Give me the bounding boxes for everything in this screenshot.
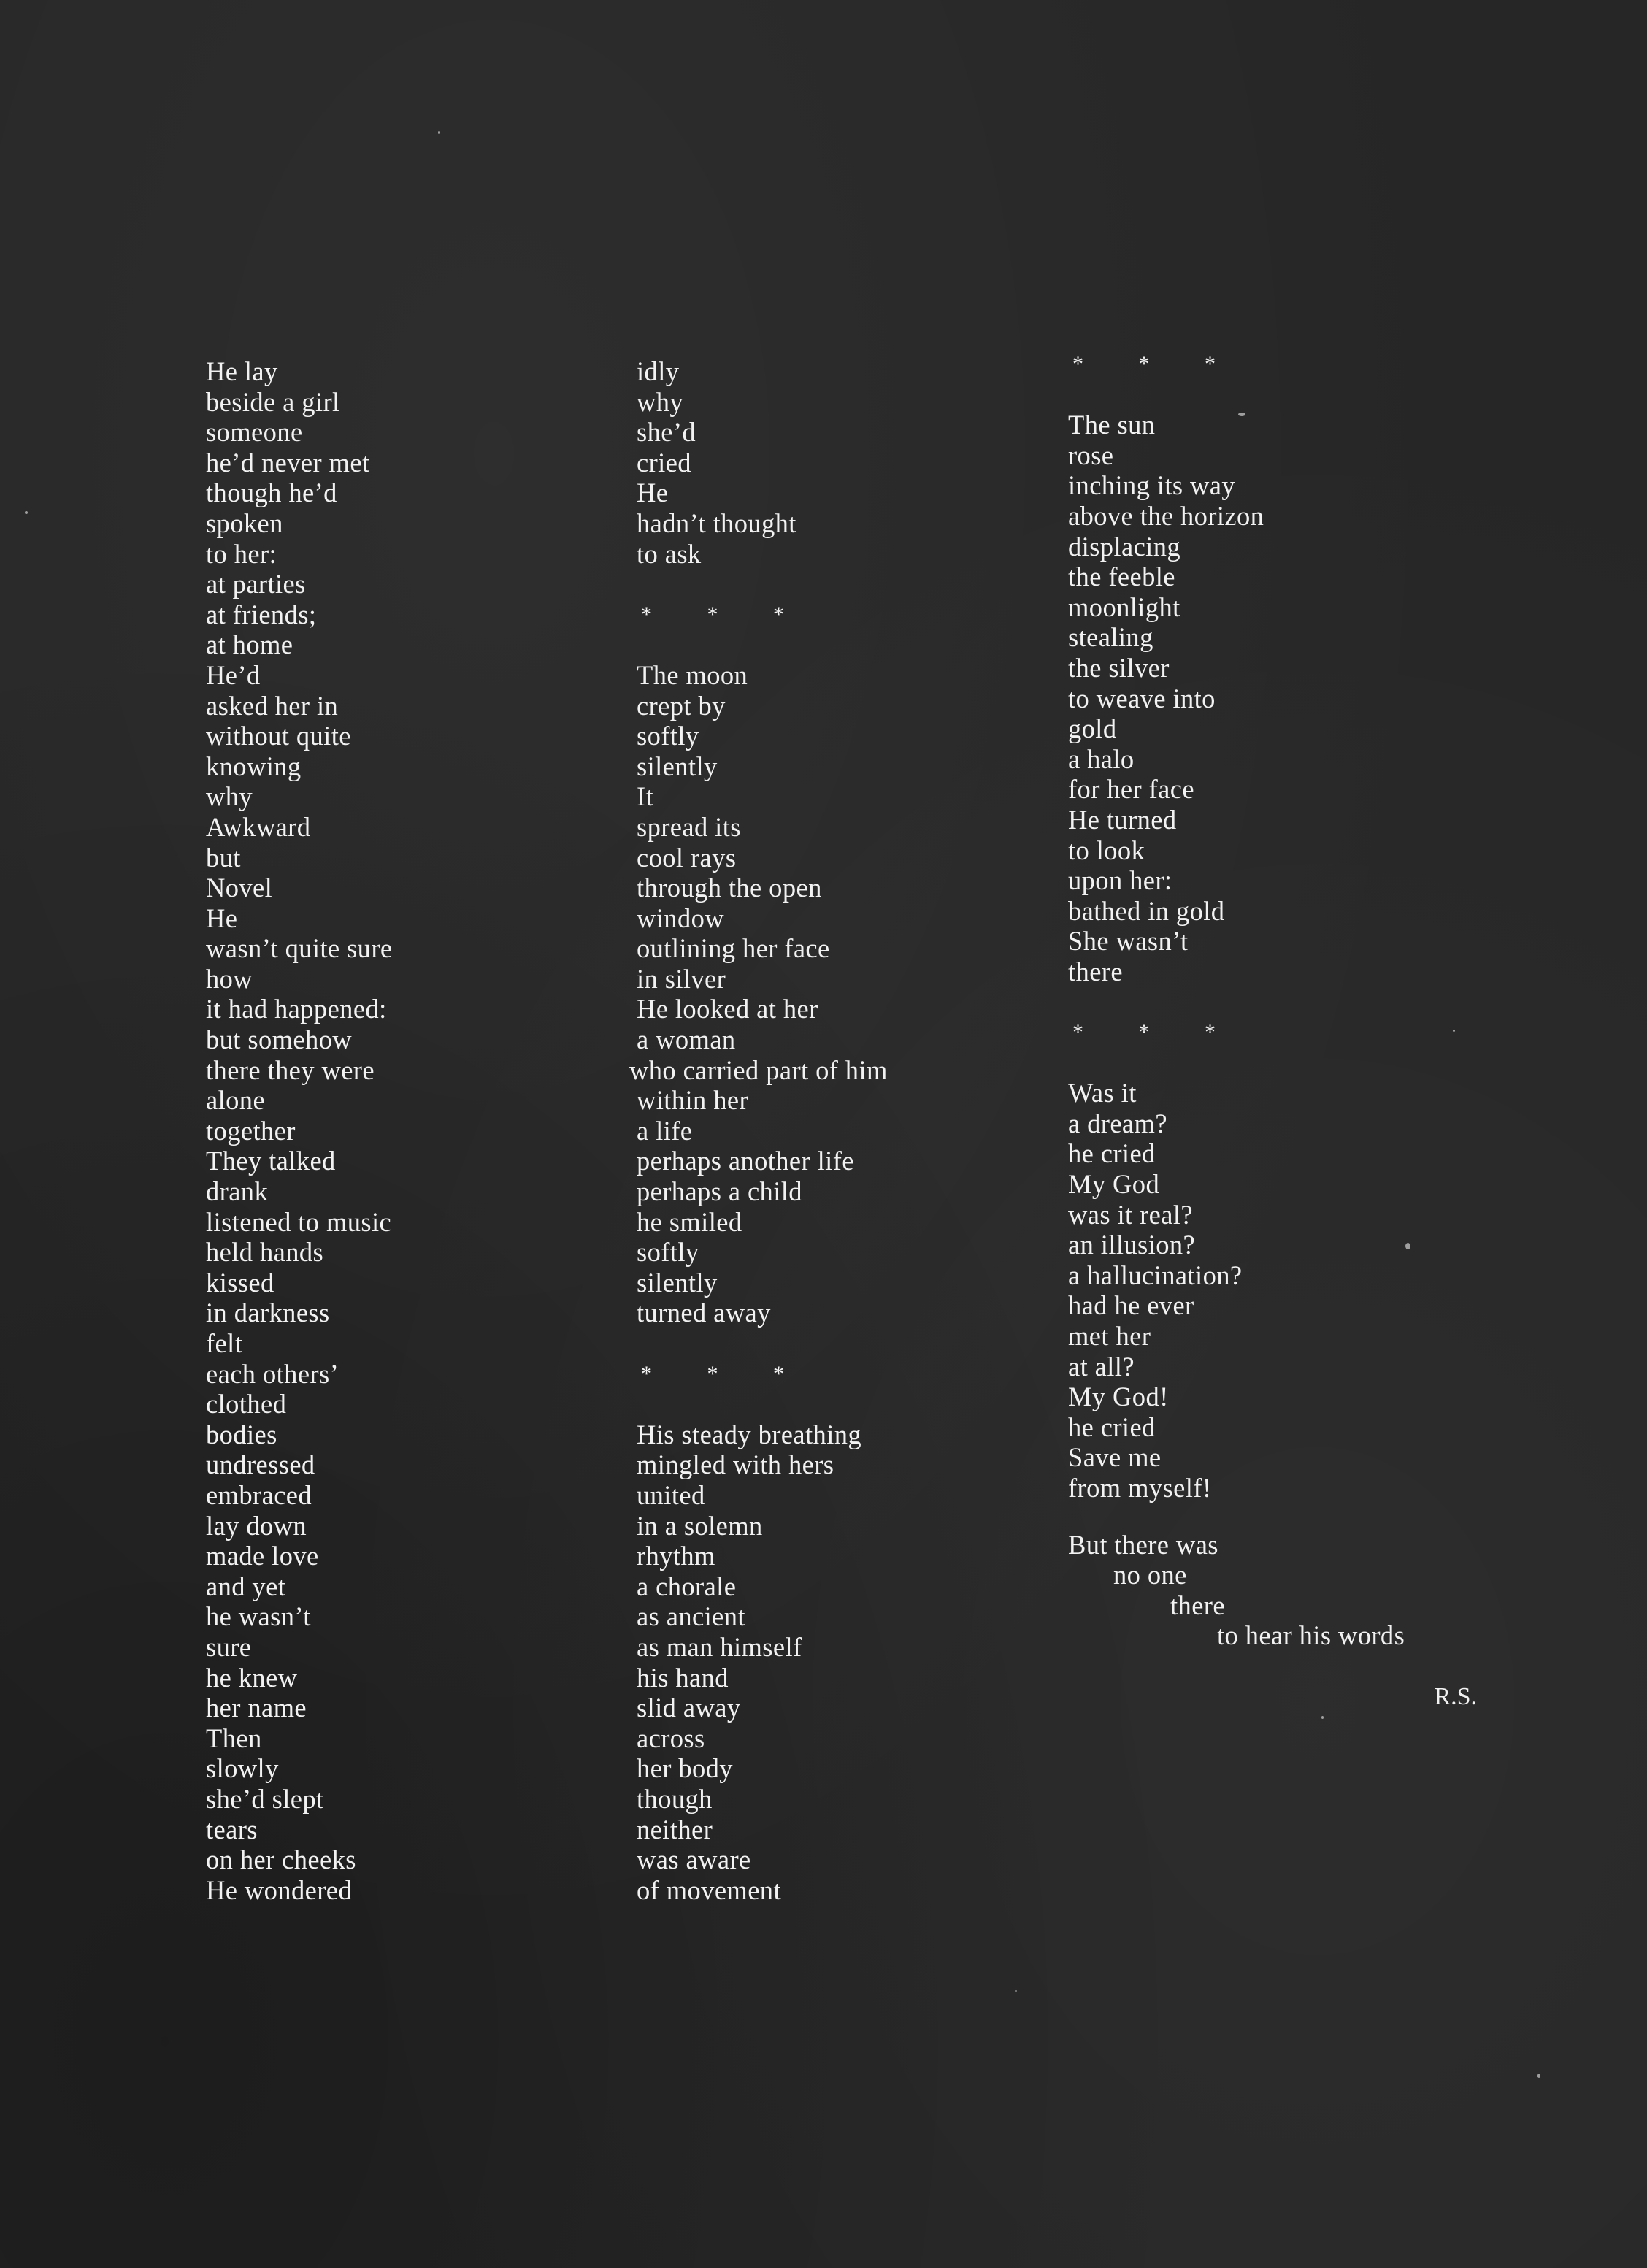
poem-line: at parties xyxy=(206,569,306,599)
poem-line: crept by xyxy=(637,690,726,721)
poem-line: the feeble xyxy=(1068,562,1175,592)
poem-line: why xyxy=(206,781,253,812)
poem-line: had he ever xyxy=(1068,1290,1194,1321)
poem-line: his hand xyxy=(637,1662,729,1693)
poem-line: The moon xyxy=(637,659,748,690)
poem-line: upon her: xyxy=(1068,865,1172,896)
dust-speck xyxy=(25,511,28,514)
poem-line: neither xyxy=(637,1814,713,1844)
poem-line: was aware xyxy=(637,1844,751,1875)
poem-line: a life xyxy=(637,1115,693,1146)
poem-line: He xyxy=(206,903,238,933)
poem-line: rhythm xyxy=(637,1541,715,1571)
poem-column-3 xyxy=(1068,349,1506,1712)
poem-line: to ask xyxy=(637,538,702,569)
poem-line: held hands xyxy=(206,1237,324,1268)
poem-line: His steady breathing xyxy=(637,1419,862,1449)
poem-line: gold xyxy=(1068,713,1117,744)
poem-column-1 xyxy=(206,356,615,1905)
stanza-gap xyxy=(637,1328,1045,1359)
stanza-gap xyxy=(1068,986,1506,1017)
poem-line: at friends; xyxy=(206,599,317,629)
poem-line: slid away xyxy=(637,1693,741,1723)
poem-line: he cried xyxy=(1068,1138,1156,1169)
poem-line: at home xyxy=(206,629,293,660)
dust-speck xyxy=(1405,1243,1410,1249)
poem-line: mingled with hers xyxy=(637,1449,834,1480)
poem-line: stealing xyxy=(1068,622,1153,653)
poem-line: for her face xyxy=(1068,774,1194,805)
poem-line: and yet xyxy=(206,1571,286,1601)
poem-line: in darkness xyxy=(206,1298,330,1328)
poem-line: bathed in gold xyxy=(1068,895,1225,926)
stanza-gap xyxy=(1068,1048,1506,1079)
poem-line: on her cheeks xyxy=(206,1844,356,1875)
poem-line: sure xyxy=(206,1631,252,1662)
poem-column-2 xyxy=(629,356,1045,1905)
poem-line: Novel xyxy=(206,873,273,903)
poem-line: a dream? xyxy=(1068,1108,1167,1138)
poem-line: She wasn’t xyxy=(1068,926,1189,957)
poem-line: a woman xyxy=(637,1024,736,1055)
poem-line: moonlight xyxy=(1068,591,1180,622)
poem-line: from myself! xyxy=(1068,1472,1212,1503)
poem-line: but somehow xyxy=(206,1024,353,1055)
poem-line: a halo xyxy=(1068,743,1135,774)
poem-line: embraced xyxy=(206,1479,312,1510)
poem-line: perhaps another life xyxy=(637,1146,854,1176)
poem-line: Then xyxy=(206,1723,262,1753)
poem-line: in silver xyxy=(637,963,726,994)
poem-line: to weave into xyxy=(1068,683,1216,713)
poem-line: through the open xyxy=(637,873,822,903)
poem-line: perhaps a child xyxy=(637,1176,802,1207)
poem-line: asked her in xyxy=(206,690,339,721)
section-separator: * * * xyxy=(641,1361,809,1386)
poem-line: kissed xyxy=(206,1267,274,1298)
poem-line: turned away xyxy=(637,1298,771,1328)
poem-line: silently xyxy=(637,1267,718,1298)
dust-speck xyxy=(1015,1990,1017,1992)
poem-line: lay down xyxy=(206,1510,307,1541)
poem-line: clothed xyxy=(206,1389,287,1420)
stanza-gap xyxy=(637,629,1045,660)
poem-line: softly xyxy=(637,721,699,751)
poem-line: window xyxy=(637,903,725,933)
poem-line: made love xyxy=(206,1541,319,1571)
stanza-gap xyxy=(637,1389,1045,1420)
poem-line: it had happened: xyxy=(206,994,387,1024)
poem-line: He turned xyxy=(1068,804,1177,835)
poem-line: But there was xyxy=(1068,1529,1218,1560)
poem-line: her body xyxy=(637,1753,733,1784)
poem-line: He lay xyxy=(206,356,278,386)
poem-line: at all? xyxy=(1068,1351,1135,1382)
poem-line: outlining her face xyxy=(637,933,830,964)
poem-line: without quite xyxy=(206,721,351,751)
dust-speck xyxy=(1238,413,1245,416)
section-separator: * * * xyxy=(641,602,809,627)
poem-line: an illusion? xyxy=(1068,1230,1196,1260)
poem-line: drank xyxy=(206,1176,269,1207)
poem-line: he wasn’t xyxy=(206,1601,311,1632)
poem-line: together xyxy=(206,1115,296,1146)
poem-line: displacing xyxy=(1068,531,1181,562)
poem-line: They talked xyxy=(206,1146,336,1176)
poem-line: tears xyxy=(206,1814,258,1844)
poem-line: a chorale xyxy=(637,1571,737,1601)
poem-line: though xyxy=(637,1783,713,1814)
poem-line: to hear his words xyxy=(1217,1620,1405,1651)
poem-line: My God xyxy=(1068,1169,1160,1200)
poem-line: united xyxy=(637,1479,705,1510)
poem-line: to look xyxy=(1068,835,1145,865)
poem-line: above the horizon xyxy=(1068,500,1264,531)
poem-line: who carried part of him xyxy=(629,1054,888,1085)
poem-line: bodies xyxy=(206,1419,277,1449)
poem-line: but xyxy=(206,842,241,873)
section-separator: * * * xyxy=(1072,1020,1240,1045)
poem-line: there xyxy=(1068,956,1123,986)
poem-line: knowing xyxy=(206,751,302,781)
poem-line: cried xyxy=(637,447,691,478)
poem-line: felt xyxy=(206,1328,243,1358)
poem-line: as man himself xyxy=(637,1631,802,1662)
poem-line: he’d never met xyxy=(206,447,370,478)
poem-line: a hallucination? xyxy=(1068,1260,1243,1290)
poem-line: why xyxy=(637,386,684,417)
poem-line: idly xyxy=(637,356,680,386)
poem-line: rose xyxy=(1068,440,1114,470)
dust-speck xyxy=(1537,2074,1540,2078)
poem-line: was it real? xyxy=(1068,1199,1193,1230)
poem-line: she’d slept xyxy=(206,1783,324,1814)
author-signature: R.S. xyxy=(1434,1682,1477,1710)
poem-line: It xyxy=(637,781,654,812)
poem-line: beside a girl xyxy=(206,386,340,417)
poem-line: to her: xyxy=(206,538,277,569)
poem-line: wasn’t quite sure xyxy=(206,933,393,964)
poem-line: Awkward xyxy=(206,811,311,842)
poem-line: spread its xyxy=(637,811,741,842)
poem-line: inching its way xyxy=(1068,470,1236,501)
dust-speck xyxy=(1321,1716,1324,1719)
poem-line: within her xyxy=(637,1085,749,1116)
poem-line: The sun xyxy=(1068,410,1156,440)
dust-speck xyxy=(1453,1030,1455,1032)
poem-line: He’d xyxy=(206,659,261,690)
poem-line: My God! xyxy=(1068,1382,1169,1412)
poem-line: alone xyxy=(206,1085,266,1116)
poem-line: no one xyxy=(1113,1560,1187,1590)
poem-line: the silver xyxy=(1068,652,1170,683)
stanza-gap xyxy=(637,569,1045,599)
poem-line: He looked at her xyxy=(637,994,818,1024)
poem-line: Save me xyxy=(1068,1442,1162,1473)
poem-line: she’d xyxy=(637,417,696,448)
poem-line: listened to music xyxy=(206,1206,392,1237)
poem-line: He xyxy=(637,478,669,508)
poem-line: in a solemn xyxy=(637,1510,763,1541)
poem-line: there xyxy=(1170,1590,1225,1620)
poem-line: how xyxy=(206,963,253,994)
section-separator: * * * xyxy=(1072,352,1240,376)
poem-line: though he’d xyxy=(206,478,337,508)
stanza-gap xyxy=(1068,380,1506,410)
poem-line: there they were xyxy=(206,1054,375,1085)
poem-line: hadn’t thought xyxy=(637,507,796,538)
poem-line: of movement xyxy=(637,1874,782,1905)
poem-line: as ancient xyxy=(637,1601,745,1632)
poem-line: undressed xyxy=(206,1449,315,1480)
poem-line: each others’ xyxy=(206,1358,339,1389)
poem-line: slowly xyxy=(206,1753,279,1784)
poem-line: someone xyxy=(206,417,303,448)
poem-line: cool rays xyxy=(637,842,737,873)
poem-line: Was it xyxy=(1068,1078,1137,1108)
poem-line: he cried xyxy=(1068,1411,1156,1442)
poem-line: he smiled xyxy=(637,1206,742,1237)
poem-line: spoken xyxy=(206,507,283,538)
stanza-gap xyxy=(1068,1503,1506,1530)
dust-speck xyxy=(438,131,440,134)
poem-line: across xyxy=(637,1723,705,1753)
poem-line: silently xyxy=(637,751,718,781)
poem-line: met her xyxy=(1068,1321,1151,1351)
poem-line: softly xyxy=(637,1237,699,1268)
poem-line: he knew xyxy=(206,1662,298,1693)
poem-line: her name xyxy=(206,1693,307,1723)
poem-line: He wondered xyxy=(206,1874,352,1905)
